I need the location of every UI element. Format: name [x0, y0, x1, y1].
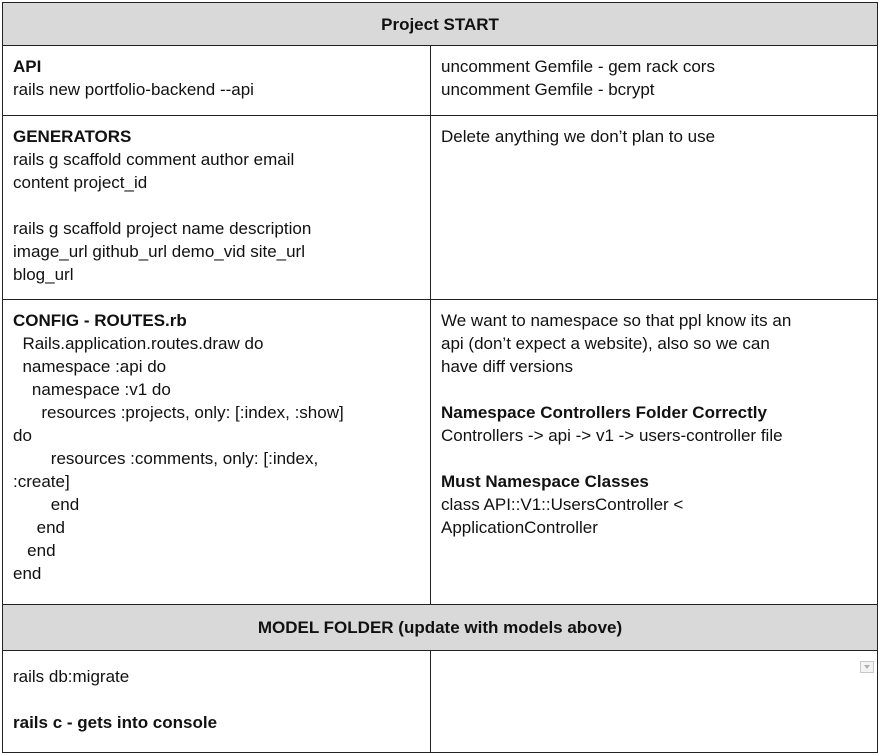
- api-cell[interactable]: [3, 46, 431, 116]
- route-line: :create]: [13, 472, 70, 491]
- generator-line: rails g scaffold comment author email: [13, 150, 295, 169]
- route-line: namespace :v1 do: [13, 380, 171, 399]
- model-folder-notes-cell[interactable]: [431, 651, 878, 753]
- model-folder-row: [3, 651, 878, 753]
- generator-line: content project_id: [13, 173, 148, 192]
- blank-line: [441, 378, 867, 401]
- project-start-header-row: [3, 3, 878, 46]
- route-line: end: [13, 564, 42, 583]
- api-row: [3, 46, 878, 116]
- api-note: uncomment Gemfile - gem rack cors: [441, 57, 715, 76]
- namespace-classes-title: Must Namespace Classes: [441, 472, 649, 491]
- api-notes-cell[interactable]: [431, 46, 878, 116]
- console-command: rails c - gets into console: [13, 713, 218, 732]
- route-line: end: [13, 541, 56, 560]
- notes-table: [2, 2, 878, 753]
- route-line: end: [13, 495, 80, 514]
- generators-cell[interactable]: [3, 116, 431, 300]
- generators-notes-cell[interactable]: [431, 116, 878, 300]
- config-notes-cell[interactable]: [431, 300, 878, 605]
- dropdown-arrow-icon[interactable]: [860, 661, 874, 673]
- route-line: resources :projects, only: [:index, :show]: [13, 403, 344, 422]
- generators-row: [3, 116, 878, 300]
- api-note: uncomment Gemfile - bcrypt: [441, 80, 655, 99]
- config-note: We want to namespace so that ppl know its an: [441, 311, 792, 330]
- config-note: have diff versions: [441, 357, 573, 376]
- project-start-header[interactable]: Project START: [3, 3, 878, 46]
- migrate-command: rails db:migrate: [13, 667, 130, 686]
- route-line: resources :comments, only: [:index,: [13, 449, 319, 468]
- config-title: CONFIG - ROUTES.rb: [13, 311, 187, 330]
- generator-line: image_url github_url demo_vid site_url: [13, 242, 305, 261]
- namespace-folder-title: Namespace Controllers Folder Correctly: [441, 403, 767, 422]
- generator-line: rails g scaffold project name description: [13, 219, 312, 238]
- generators-note: Delete anything we don’t plan to use: [441, 127, 716, 146]
- model-folder-header[interactable]: MODEL FOLDER (update with models above): [3, 605, 878, 651]
- model-folder-header-row: [3, 605, 878, 651]
- blank-line: [13, 194, 420, 217]
- config-row: [3, 300, 878, 605]
- route-line: namespace :api do: [13, 357, 167, 376]
- config-cell[interactable]: [3, 300, 431, 605]
- generators-title: GENERATORS: [13, 127, 132, 146]
- route-line: do: [13, 426, 32, 445]
- api-command: rails new portfolio-backend --api: [13, 80, 254, 99]
- api-title: API: [13, 57, 42, 76]
- blank-line: [441, 447, 867, 470]
- route-line: end: [13, 518, 65, 537]
- namespace-classes-line: class API::V1::UsersController <: [441, 495, 684, 514]
- generator-line: blog_url: [13, 265, 74, 284]
- config-note: api (don’t expect a website), also so we can: [441, 334, 770, 353]
- namespace-classes-line: ApplicationController: [441, 518, 598, 537]
- blank-line: [13, 688, 420, 711]
- namespace-folder-text: Controllers -> api -> v1 -> users-controller file: [441, 426, 783, 445]
- route-line: Rails.application.routes.draw do: [13, 334, 264, 353]
- model-folder-cell[interactable]: [3, 651, 431, 753]
